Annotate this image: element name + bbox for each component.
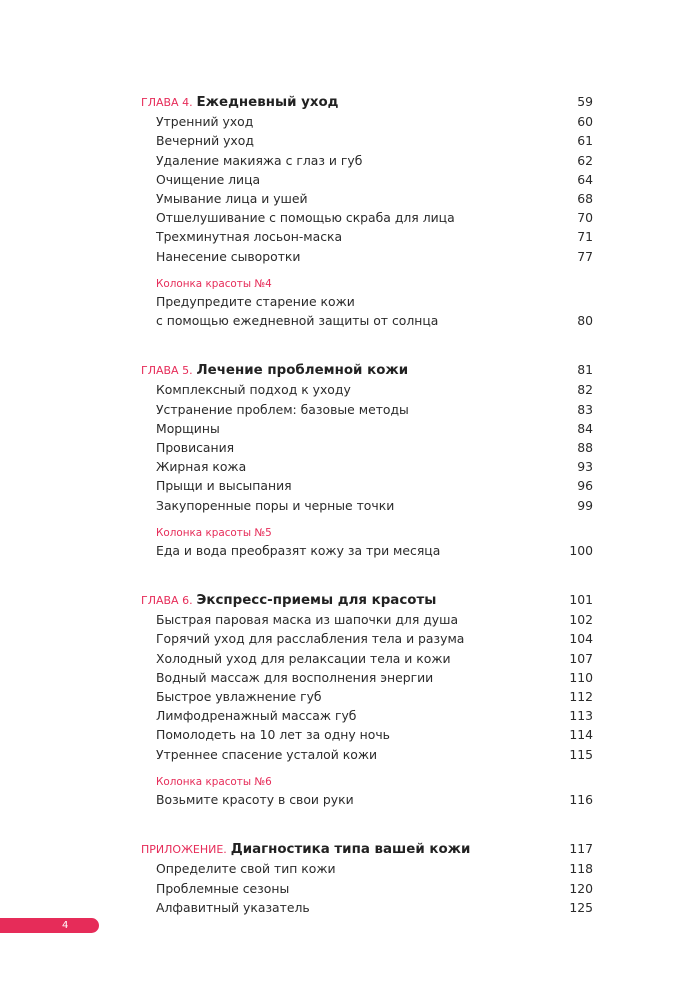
- page-ref: 81: [577, 362, 593, 378]
- chapter-label: ГЛАВА 5.: [141, 364, 193, 378]
- chapter-label: ГЛАВА 4.: [141, 96, 193, 109]
- page-ref: 60: [577, 114, 593, 130]
- entry-title: Утренний уход: [156, 114, 254, 130]
- page-ref: 113: [569, 708, 593, 724]
- page-ref: 82: [577, 382, 593, 398]
- entry-title: с помощью ежедневной защиты от солнца: [156, 313, 439, 329]
- page-ref: 70: [577, 210, 593, 226]
- page-number: 4: [62, 920, 69, 931]
- entry-title: Закупоренные поры и черные точки: [156, 497, 395, 513]
- table-of-contents: [141, 92, 593, 947]
- toc-entry[interactable]: [141, 668, 593, 687]
- beauty-column-title-line[interactable]: Предупредите старение кожи: [156, 293, 355, 309]
- entry-title: Водный массаж для восполнения энергии: [156, 669, 434, 685]
- page-ref: 88: [577, 440, 593, 456]
- chapter-section: [141, 839, 593, 917]
- entry-title: Помолодеть на 10 лет за одну ночь: [156, 727, 390, 743]
- entry-list: [141, 380, 593, 514]
- toc-entry[interactable]: [141, 247, 593, 266]
- entry-title: Трехминутная лосьон-маска: [156, 229, 343, 245]
- page-number-tab: [0, 918, 99, 933]
- toc-entry[interactable]: [141, 457, 593, 476]
- toc-entry[interactable]: [141, 629, 593, 648]
- chapter-title: Экспресс-приемы для красоты: [196, 593, 437, 609]
- chapter-title: Ежедневный уход: [196, 95, 339, 110]
- page-ref: 116: [569, 791, 593, 807]
- entry-title: Утреннее спасение усталой кожи: [156, 746, 378, 762]
- toc-entry[interactable]: [141, 112, 593, 131]
- toc-entry[interactable]: [141, 208, 593, 227]
- page-ref: 83: [577, 401, 593, 417]
- entry-title: Еда и вода преобразят кожу за три месяца: [156, 542, 441, 558]
- entry-title: Быстрая паровая маска из шапочки для душа: [156, 612, 459, 628]
- entry-title: Устранение проблем: базовые методы: [156, 401, 409, 417]
- entry-title: Проблемные сезоны: [156, 880, 290, 896]
- entry-list: [141, 859, 593, 917]
- page-ref: 125: [569, 899, 593, 915]
- entry-title: Отшелушивание с помощью скраба для лица: [156, 210, 455, 226]
- page-ref: 114: [569, 727, 593, 743]
- entry-title: Комплексный подход к уходу: [156, 382, 351, 398]
- chapter-section: [141, 360, 593, 560]
- toc-entry[interactable]: [141, 706, 593, 725]
- page-ref: 99: [577, 497, 593, 513]
- toc-entry[interactable]: [141, 131, 593, 150]
- beauty-column-entry[interactable]: [141, 541, 593, 560]
- toc-entry[interactable]: [141, 400, 593, 419]
- entry-title: Морщины: [156, 420, 220, 436]
- page-ref: 77: [577, 248, 593, 264]
- toc-entry[interactable]: [141, 859, 593, 878]
- page-ref: 104: [569, 631, 593, 647]
- chapter-section: [141, 92, 593, 330]
- toc-entry[interactable]: [141, 151, 593, 170]
- page-ref: 115: [569, 746, 593, 762]
- toc-entry[interactable]: [141, 227, 593, 246]
- page-ref: 59: [577, 94, 593, 109]
- entry-title: Очищение лица: [156, 171, 261, 187]
- entry-title: Горячий уход для расслабления тела и разума: [156, 631, 465, 647]
- page-ref: 68: [577, 191, 593, 207]
- toc-entry[interactable]: [141, 170, 593, 189]
- entry-title: Вечерний уход: [156, 133, 254, 149]
- beauty-column-label: Колонка красоты №4: [156, 277, 272, 290]
- page-ref: 62: [577, 152, 593, 168]
- chapter-heading[interactable]: [141, 590, 593, 610]
- beauty-column-label: Колонка красоты №5: [156, 526, 272, 539]
- entry-title: Лимфодренажный массаж губ: [156, 708, 357, 724]
- toc-entry[interactable]: [141, 438, 593, 457]
- entry-title: Нанесение сыворотки: [156, 248, 301, 264]
- chapter-label: ГЛАВА 6.: [141, 594, 193, 608]
- toc-entry[interactable]: [141, 649, 593, 668]
- toc-entry[interactable]: [141, 610, 593, 629]
- page-ref: 80: [577, 313, 593, 329]
- entry-title: Жирная кожа: [156, 459, 247, 475]
- chapter-title: Лечение проблемной кожи: [196, 363, 409, 379]
- toc-entry[interactable]: [141, 687, 593, 706]
- toc-entry[interactable]: [141, 419, 593, 438]
- entry-list: [141, 610, 593, 764]
- page-ref: 117: [569, 841, 593, 857]
- entry-title: Провисания: [156, 440, 235, 456]
- page-ref: 112: [569, 689, 593, 705]
- page-ref: 84: [577, 420, 593, 436]
- chapter-section: [141, 590, 593, 809]
- chapter-heading[interactable]: [141, 92, 593, 112]
- page-ref: 71: [577, 229, 593, 245]
- beauty-column-entry[interactable]: [141, 311, 593, 330]
- entry-title: Быстрое увлажнение губ: [156, 689, 322, 705]
- chapter-label: ПРИЛОЖЕНИЕ.: [141, 843, 227, 857]
- beauty-column-label: Колонка красоты №6: [156, 775, 272, 788]
- page-ref: 96: [577, 478, 593, 494]
- page-ref: 61: [577, 133, 593, 149]
- page-ref: 110: [569, 669, 593, 685]
- entry-title: Умывание лица и ушей: [156, 191, 308, 207]
- toc-entry[interactable]: [141, 879, 593, 898]
- entry-title: Холодный уход для релаксации тела и кожи: [156, 650, 451, 666]
- entry-title: Определите свой тип кожи: [156, 861, 336, 877]
- chapter-heading[interactable]: [141, 360, 593, 380]
- toc-entry[interactable]: [141, 189, 593, 208]
- page-ref: 120: [569, 880, 593, 896]
- toc-entry[interactable]: [141, 725, 593, 744]
- page-ref: 101: [569, 592, 593, 608]
- entry-list: [141, 112, 593, 266]
- toc-entry[interactable]: [141, 496, 593, 515]
- toc-entry[interactable]: [141, 380, 593, 399]
- entry-title: Прыщи и высыпания: [156, 478, 292, 494]
- page-ref: 93: [577, 459, 593, 475]
- page-ref: 100: [569, 542, 593, 558]
- entry-title: Алфавитный указатель: [156, 899, 310, 915]
- toc-entry[interactable]: [141, 476, 593, 495]
- page-ref: 64: [577, 171, 593, 187]
- page-ref: 102: [569, 612, 593, 628]
- entry-title: Возьмите красоту в свои руки: [156, 791, 354, 807]
- chapter-heading[interactable]: [141, 839, 593, 859]
- chapter-title: Диагностика типа вашей кожи: [230, 842, 471, 858]
- toc-entry[interactable]: [141, 898, 593, 917]
- page-ref: 107: [569, 650, 593, 666]
- toc-entry[interactable]: [141, 745, 593, 764]
- entry-title: Удаление макияжа с глаз и губ: [156, 152, 363, 168]
- page-ref: 118: [569, 861, 593, 877]
- beauty-column-entry[interactable]: [141, 790, 593, 809]
